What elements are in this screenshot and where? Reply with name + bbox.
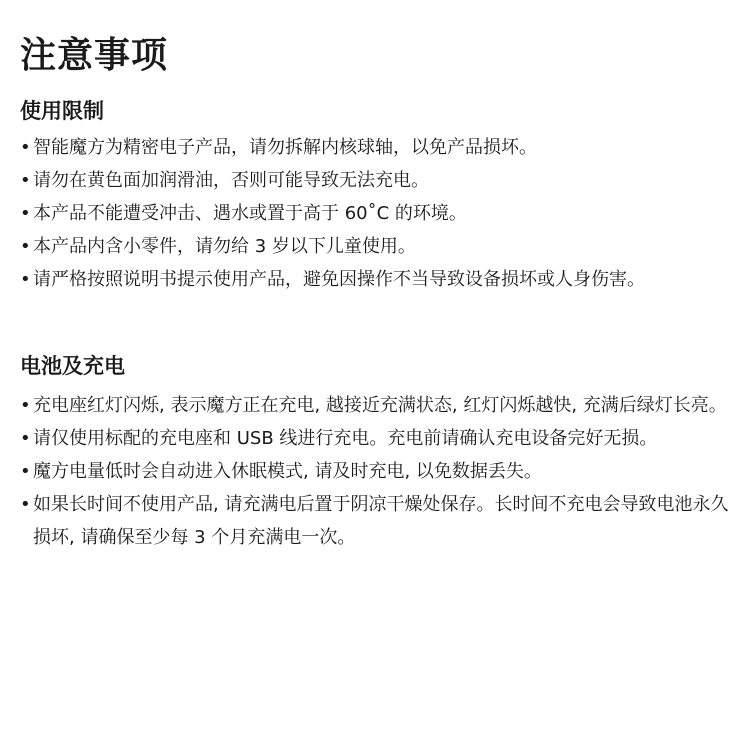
list-item — [20, 164, 745, 197]
list-item — [20, 263, 745, 296]
list-item — [20, 389, 745, 422]
list-item — [20, 422, 745, 455]
list-item-text: 魔方电量低时会自动进入休眠模式, 请及时充电, 以免数据丢失。 — [33, 461, 542, 482]
bullet-icon: • — [20, 236, 31, 257]
bullet-icon: • — [20, 428, 31, 449]
list-item-text: 本产品内含小零件，请勿给 3 岁以下儿童使用。 — [33, 236, 416, 257]
bullet-icon: • — [20, 137, 31, 158]
list-item-text: 智能魔方为精密电子产品，请勿拆解内核球轴，以免产品损坏。 — [33, 137, 537, 158]
page-title: 注意事项 — [20, 35, 169, 76]
bullet-icon: • — [20, 461, 31, 482]
list-item — [20, 455, 745, 488]
list-item — [20, 230, 745, 263]
bullet-icon: • — [20, 494, 31, 515]
bullet-icon: • — [20, 269, 31, 290]
list-item — [20, 197, 745, 230]
section-heading-battery-charging: 电池及充电 — [20, 354, 125, 378]
section-heading-usage-restrictions: 使用限制 — [20, 99, 104, 123]
list-item-text: 如果长时间不使用产品, 请充满电后置于阴凉干燥处保存。长时间不充电会导致电池永久损坏, 请确保至少每 3 个月充满电一次。 — [33, 494, 729, 548]
list-item-text: 请严格按照说明书提示使用产品，避免因操作不当导致设备损坏或人身伤害。 — [33, 269, 645, 290]
bullet-icon: • — [20, 203, 31, 224]
list-item-text: 充电座红灯闪烁, 表示魔方正在充电, 越接近充满状态, 红灯闪烁越快, 充满后绿灯长亮。 — [33, 395, 727, 416]
battery-charging-list — [20, 389, 745, 554]
list-item-text: 本产品不能遭受冲击、遇水或置于高于 60˚C 的环境。 — [33, 203, 467, 224]
list-item-text: 请勿在黄色面加润滑油，否则可能导致无法充电。 — [33, 170, 429, 191]
bullet-icon: • — [20, 395, 31, 416]
usage-restrictions-list — [20, 131, 745, 296]
list-item-text: 请仅使用标配的充电座和 USB 线进行充电。充电前请确认充电设备完好无损。 — [33, 428, 658, 449]
bullet-icon: • — [20, 170, 31, 191]
list-item — [20, 131, 745, 164]
list-item — [20, 488, 745, 554]
